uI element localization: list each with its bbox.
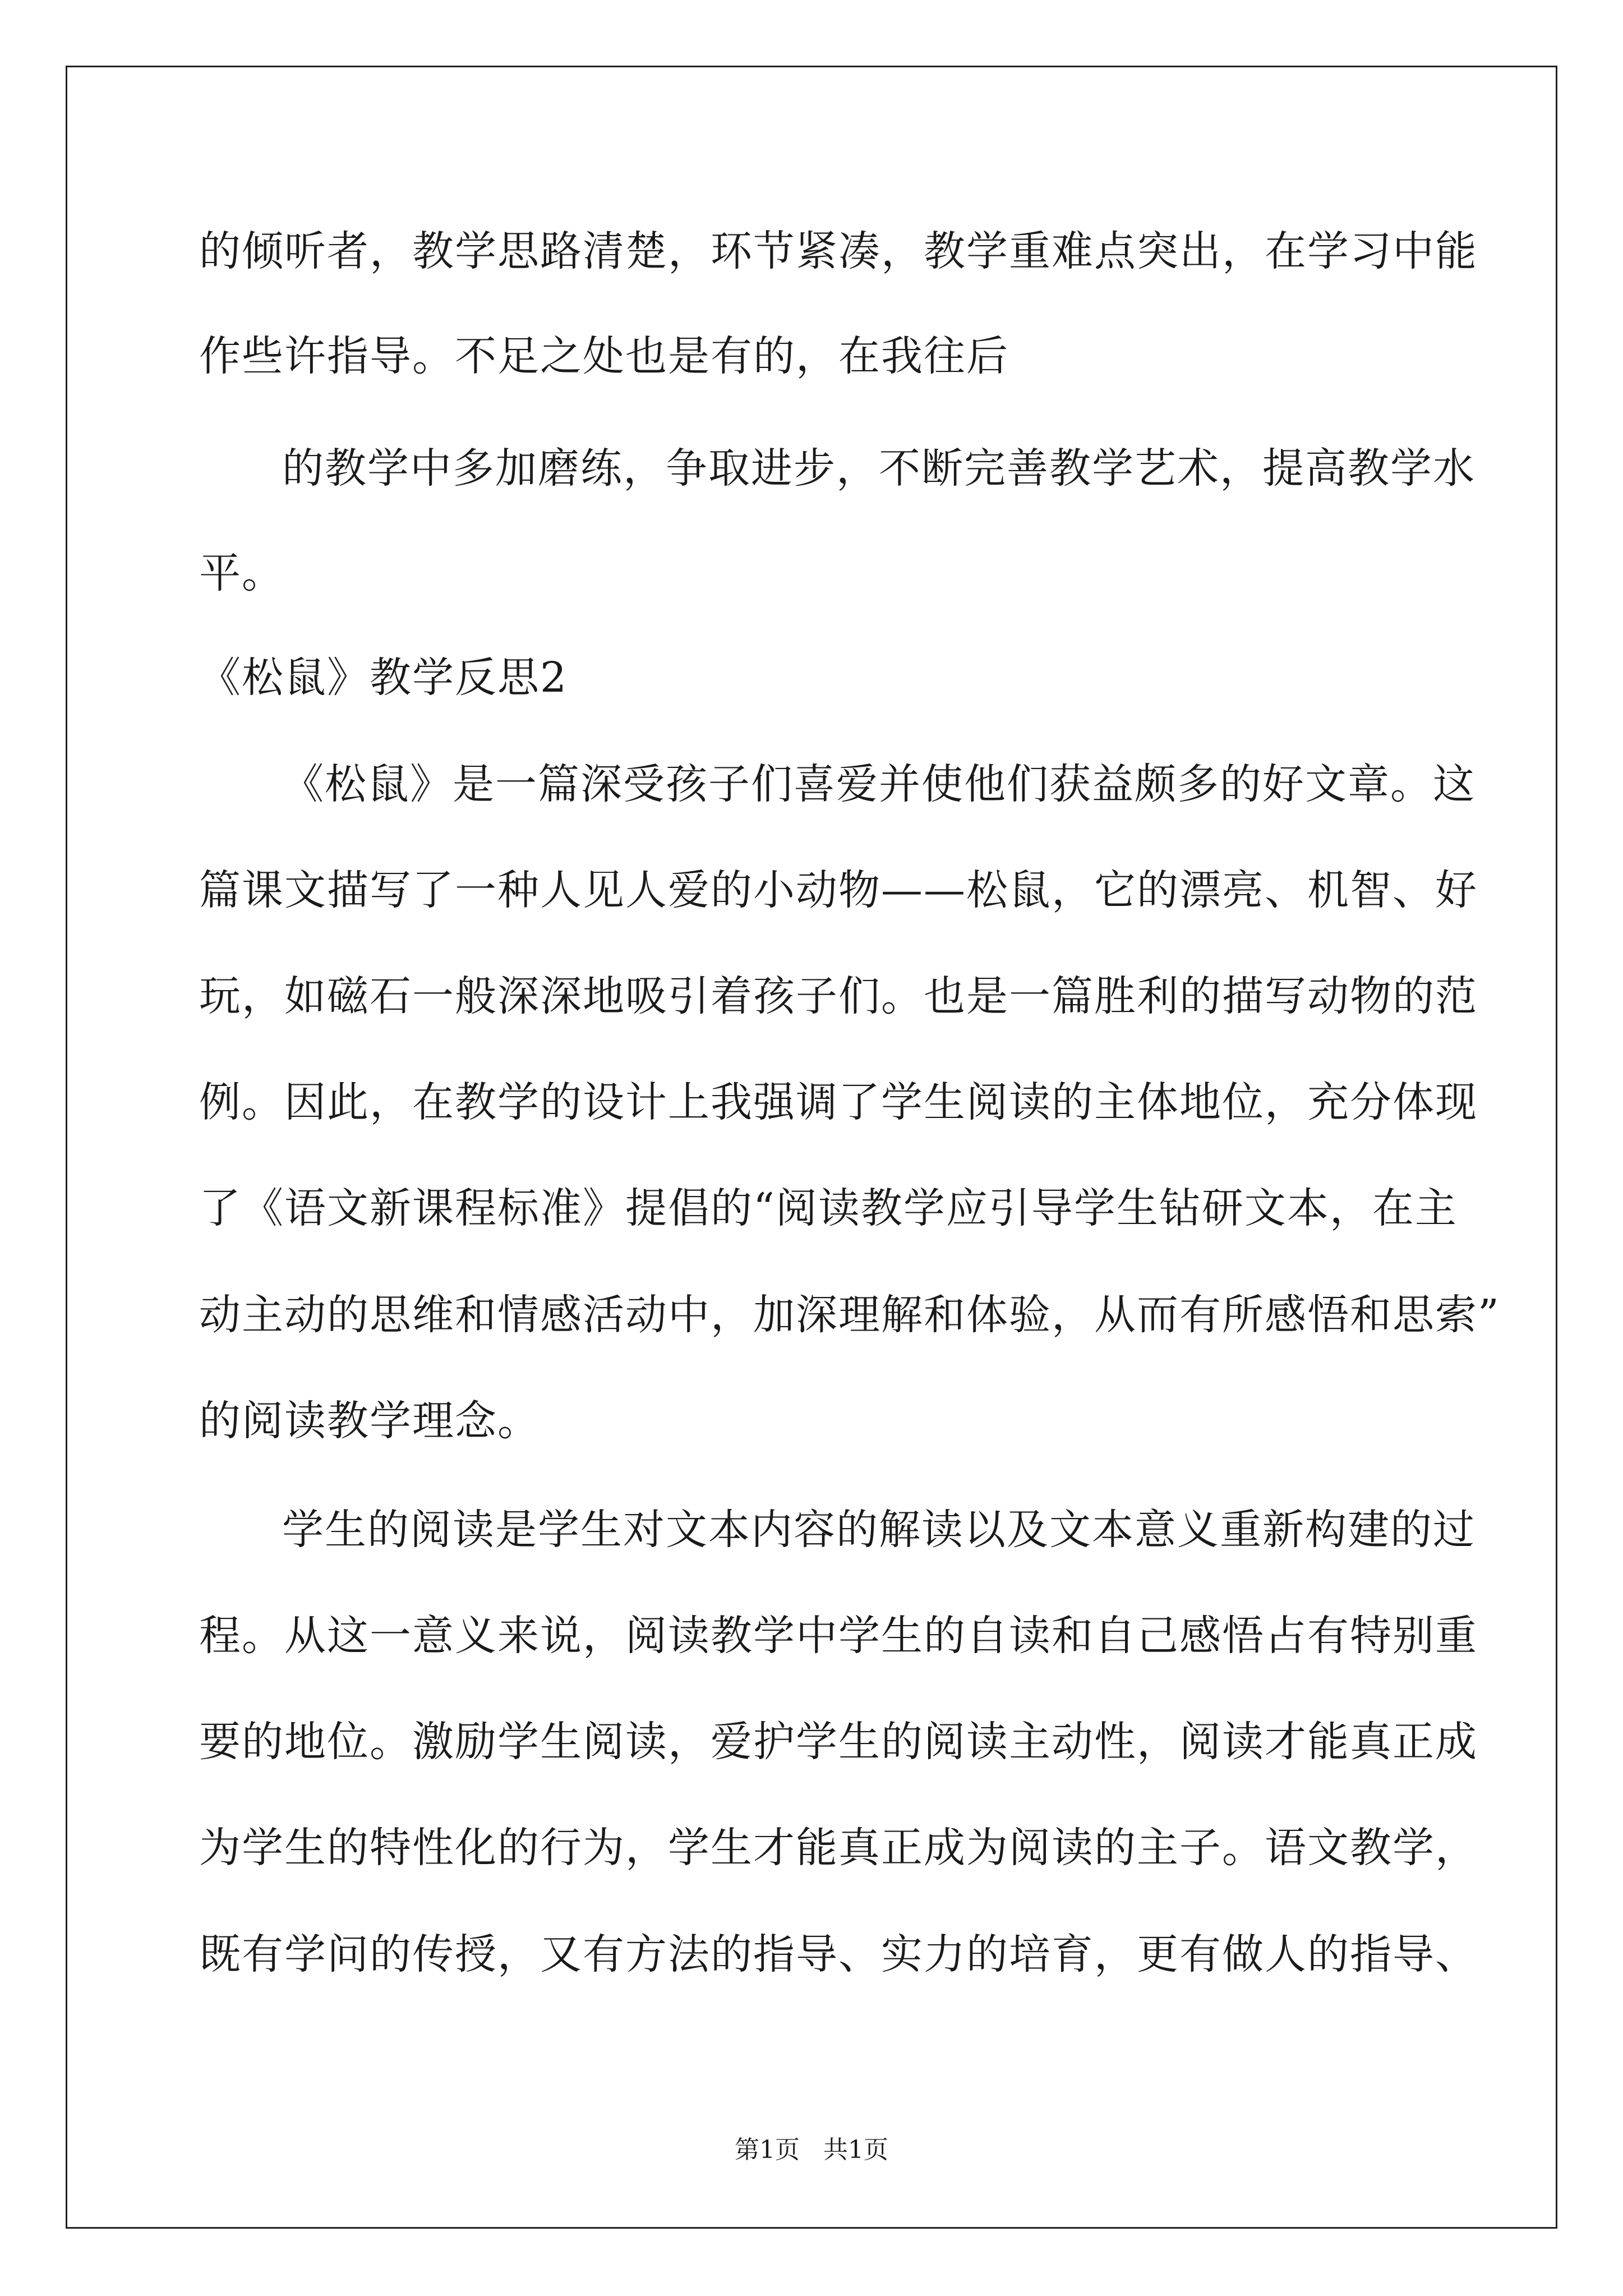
page-border bbox=[66, 66, 1557, 2229]
text-line: 了《语文新课程标准》提倡的“阅读教学应引导学生钻研文本，在主 bbox=[199, 1184, 1458, 1232]
text-line: 玩，如磁石一般深深地吸引着孩子们。也是一篇胜利的描写动物的范 bbox=[199, 972, 1478, 1020]
text-line: 学生的阅读是学生对文本内容的解读以及文本意义重新构建的过 bbox=[282, 1506, 1476, 1554]
text-line: 程。从这一意义来说，阅读教学中学生的自读和自己感悟占有特别重 bbox=[199, 1612, 1478, 1660]
text-line: 动主动的思维和情感活动中，加深理解和体验，从而有所感悟和思索” bbox=[199, 1291, 1500, 1339]
text-line: 作些许指导。不足之处也是有的，在我往后 bbox=[199, 332, 1009, 380]
text-line: 为学生的特性化的行为，学生才能真正成为阅读的主子。语文教学， bbox=[199, 1824, 1478, 1872]
text-line: 平。 bbox=[199, 549, 284, 597]
text-line: 《松鼠》是一篇深受孩子们喜爱并使他们获益颇多的好文章。这 bbox=[282, 760, 1476, 808]
text-line: 的阅读教学理念。 bbox=[199, 1397, 540, 1445]
text-line: 既有学问的传授，又有方法的指导、实力的培育，更有做人的指导、 bbox=[199, 1930, 1478, 1978]
text-line: 的倾听者，教学思路清楚，环节紧凑，教学重难点突出，在学习中能 bbox=[199, 227, 1478, 275]
section-heading: 《松鼠》教学反思2 bbox=[199, 654, 568, 702]
page-footer: 第1页 共1页 bbox=[735, 2136, 888, 2164]
text-line: 的教学中多加磨练，争取进步，不断完善教学艺术，提高教学水 bbox=[282, 444, 1476, 493]
text-line: 要的地位。激励学生阅读，爱护学生的阅读主动性，阅读才能真正成 bbox=[199, 1718, 1478, 1766]
text-line: 篇课文描写了一种人见人爱的小动物——松鼠，它的漂亮、机智、好 bbox=[199, 866, 1478, 914]
text-line: 例。因此，在教学的设计上我强调了学生阅读的主体地位，充分体现 bbox=[199, 1078, 1478, 1126]
